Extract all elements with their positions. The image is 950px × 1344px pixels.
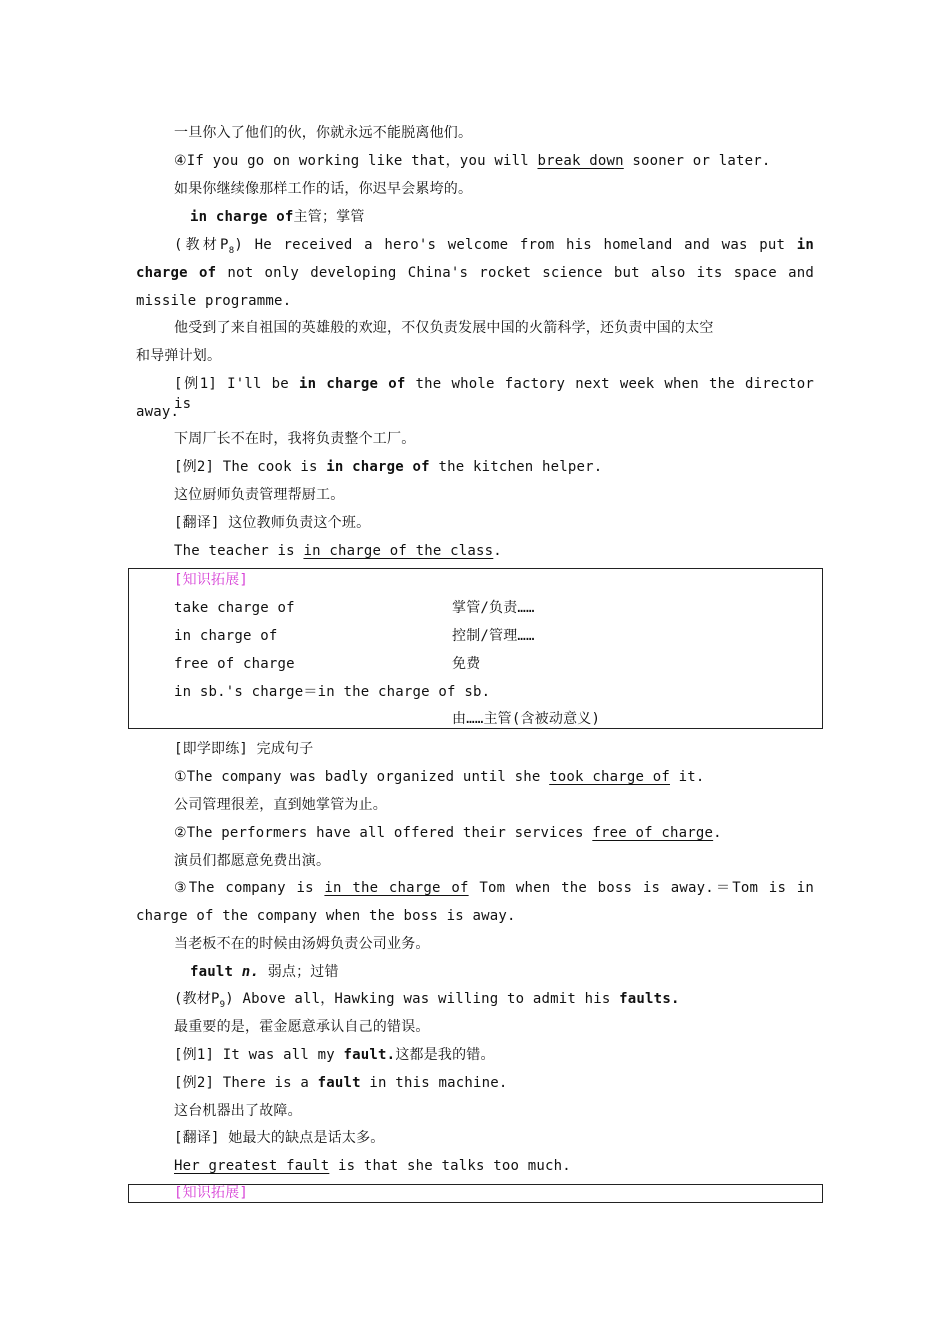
box-row-meaning: 控制/管理…… bbox=[452, 628, 535, 644]
example-2: [例2] There is a fault in this machine. bbox=[174, 1075, 508, 1091]
practice-item: ③The company is in the charge of Tom when the boss is away.＝Tom is in bbox=[174, 880, 815, 896]
knowledge-box bbox=[128, 568, 823, 729]
box-row-meaning: 免费 bbox=[452, 656, 481, 672]
box-row-meaning: 掌管/负责…… bbox=[452, 600, 535, 616]
heading-in-charge-of: in charge of主管；掌管 bbox=[190, 209, 365, 225]
text-line: charge of not only developing China's rocket science but also its space and bbox=[136, 265, 814, 281]
box-title: [知识拓展] bbox=[174, 1185, 249, 1201]
text-line: 当老板不在的时候由汤姆负责公司业务。 bbox=[174, 936, 430, 952]
box-row: take charge of bbox=[174, 600, 295, 616]
practice-heading: [即学即练] 完成句子 bbox=[174, 741, 314, 757]
text-line: ④If you go on working like that，you will break down sooner or later. bbox=[174, 153, 771, 169]
example-1: [例1] It was all my fault.这都是我的错。 bbox=[174, 1047, 495, 1063]
textbook-quote: (教材$P_9$) Above all，Hawking was willing to admit his faults. bbox=[174, 991, 680, 1010]
box-row-meaning: 由……主管(含被动意义) bbox=[452, 711, 601, 727]
example-2: [例2] The cook is in charge of the kitchen helper. bbox=[174, 459, 603, 475]
text-line: 这台机器出了故障。 bbox=[174, 1103, 302, 1119]
text-line: charge of the company when the boss is away. bbox=[136, 908, 516, 924]
practice-item: ②The performers have all offered their services free of charge. bbox=[174, 825, 722, 841]
text-line: 演员们都愿意免费出演。 bbox=[174, 853, 331, 869]
text-line: 最重要的是，霍金愿意承认自己的错误。 bbox=[174, 1019, 430, 1035]
translation-prompt: [翻译] 她最大的缺点是话太多。 bbox=[174, 1130, 385, 1146]
box-row: in sb.'s charge＝in the charge of sb. bbox=[174, 684, 491, 700]
box-title: [知识拓展] bbox=[174, 572, 249, 588]
text-line: 下周厂长不在时，我将负责整个工厂。 bbox=[174, 431, 416, 447]
translation-answer: Her greatest fault is that she talks too much. bbox=[174, 1158, 571, 1174]
translation-answer: The teacher is in charge of the class. bbox=[174, 543, 502, 559]
text-line: 公司管理很差，直到她掌管为止。 bbox=[174, 797, 387, 813]
text-line: missile programme. bbox=[136, 293, 292, 309]
box-row: free of charge bbox=[174, 656, 295, 672]
textbook-quote: (教材$P_8$) He received a hero's welcome from his homeland and was put in bbox=[174, 237, 814, 256]
text-line: 一旦你入了他们的伙，你就永远不能脱离他们。 bbox=[174, 125, 473, 141]
practice-item: ①The company was badly organized until she took charge of it. bbox=[174, 769, 705, 785]
text-line: 和导弹计划。 bbox=[136, 348, 222, 364]
example-1: [例1] I'll be in charge of the whole factory next week when the director is bbox=[174, 376, 815, 412]
text-line: 他受到了来自祖国的英雄般的欢迎，不仅负责发展中国的火箭科学，还负责中国的太空 bbox=[174, 320, 714, 336]
translation-prompt: [翻译] 这位教师负责这个班。 bbox=[174, 515, 371, 531]
text-line: 这位厨师负责管理帮厨工。 bbox=[174, 487, 345, 503]
text-line: 如果你继续像那样工作的话，你迟早会累垮的。 bbox=[174, 181, 473, 197]
box-row: in charge of bbox=[174, 628, 278, 644]
text-line: away. bbox=[136, 404, 180, 420]
heading-fault: fault n. 弱点；过错 bbox=[190, 964, 339, 980]
